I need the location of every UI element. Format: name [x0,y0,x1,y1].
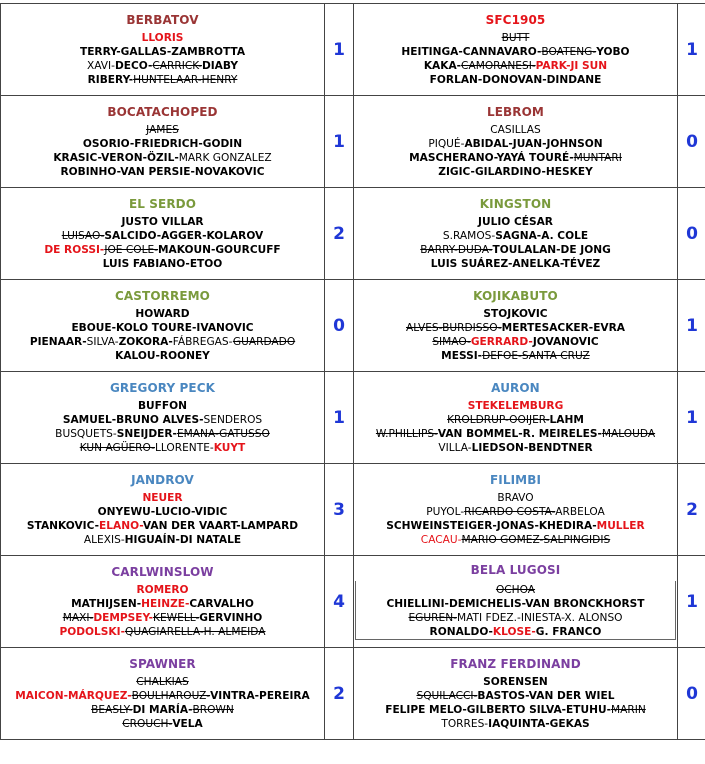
fixture-row [1,372,705,464]
player-name: SENDEROS [203,413,263,426]
player-name: BRAVO [497,491,534,504]
lineup-line [1,73,324,87]
player-name: SILVA- [86,335,119,348]
team-name: BERBATOV [126,12,199,27]
left-score: 0 [325,280,354,372]
player-name: TERRY-GALLAS-ZAMBROTTA [79,45,246,58]
player-name: VELA [172,717,203,730]
right-team-cell [354,556,678,648]
lineup-line [356,583,675,597]
player-name: MAXI- [62,611,94,624]
player-name: CHALKIAS [136,675,189,688]
left-score: 3 [325,464,354,556]
player-name: BUFFON [137,399,188,412]
player-name: GERRARD- [470,335,533,348]
right-team-cell [354,188,678,280]
player-name: CROUCH- [122,717,173,730]
player-name: MUNTARI [573,151,622,164]
lineup-line [354,413,677,427]
player-name: JULIO CÉSAR [478,215,553,228]
player-name: SNEIJDER- [116,427,177,440]
fixture-row [1,4,705,96]
fixture-row [1,280,705,372]
player-name: MAKOUN-GOURCUFF [158,243,281,256]
player-name: EBOUE-KOLO TOURE-IVANOVIC [71,321,254,334]
team-name: GREGORY PECK [109,380,216,395]
lineup-line [354,335,677,349]
lineup-line [1,717,324,731]
left-team-cell [1,464,325,556]
lineup-line [354,717,677,731]
player-name: ONYEWU-LUCIO-VIDIC [97,505,228,518]
lineup-line [354,491,677,505]
lineup-line [1,505,324,519]
player-name: PIQUÉ- [428,137,465,150]
player-name: DE ROSSI- [44,243,105,256]
right-score: 2 [678,464,705,556]
lineup-line [354,257,677,271]
player-name: DECO- [114,59,153,72]
fixture-row [1,96,705,188]
fixture-row [1,648,705,740]
lineup-line [354,307,677,321]
player-name: W.PHILLIPS- [375,427,438,440]
player-name: BASTOS-VAN DER WIEL [477,689,615,702]
lineup-line [354,321,677,335]
player-name: HEITINGA-CANNAVARO- [401,45,542,58]
player-name: ELANO- [99,519,143,532]
player-name: STOJKOVIC [483,307,548,320]
lineup-line [1,597,324,611]
player-name: PARK-JI SUN [535,59,608,72]
lineup-line [354,675,677,689]
player-name: JAMES [146,123,179,136]
lineup-line [1,689,324,703]
player-name: RONALDO- [429,626,493,638]
lineup-line [354,151,677,165]
player-name: DEMPSEY- [93,611,154,624]
left-score: 2 [325,648,354,740]
fixture-row [1,188,705,280]
player-name: ALEXIS- [83,533,125,546]
player-name: PIENAAR- [29,335,87,348]
player-name: VINTRA-PEREIRA [210,689,310,702]
right-score: 1 [678,280,705,372]
player-name: ALVES-BURDISSO- [406,321,502,334]
player-name: JUSTO VILLAR [121,215,204,228]
player-name: TORRES- [441,717,489,730]
left-score: 4 [325,556,354,648]
player-name: SALCIDO-AGGER-KOLAROV [104,229,264,242]
right-score: 1 [678,556,705,648]
lineup-line [1,675,324,689]
lineup-line [1,229,324,243]
right-team-cell [354,280,678,372]
player-name: RIBERY- [87,73,134,86]
lineup-line [354,123,677,137]
player-name: GUARDADO [232,335,296,348]
player-name: KALOU-ROONEY [115,349,210,362]
player-name: ZOKORA- [118,335,173,348]
lineup-line [1,307,324,321]
lineup-line [1,31,324,45]
player-name: NEUER [142,491,183,504]
team-name: SFC1905 [485,12,546,27]
lineup-line [1,123,324,137]
lineup-line [1,625,324,639]
lineup-line [354,533,677,547]
player-name: HEINZE- [141,597,190,610]
lineup-line [1,349,324,363]
player-name: ZIGIC-GILARDINO-HESKEY [438,165,593,178]
player-name: SQUILACCI- [416,689,478,702]
lineup-line [1,703,324,717]
player-name: LUISAO- [61,229,105,242]
player-name: QUAGIARELLA-H. ALMEIDA [124,625,266,638]
lineup-line [354,441,677,455]
player-name: MARIO GOMEZ-SALPINGIDIS [461,533,611,546]
team-name: KINGSTON [479,196,552,211]
lineup-line [1,533,324,547]
left-team-cell [1,96,325,188]
player-name: CHIELLINI-DEMICHELIS-VAN BRONCKHORST [386,598,645,610]
player-name: VAN DER VAART-LAMPARD [142,519,299,532]
team-name: SPAWNER [129,656,196,671]
player-name: BARRY-DUDA- [420,243,493,256]
player-name: BOATENG- [541,45,597,58]
player-name: ABIDAL-JUAN-JOHNSON [464,137,603,150]
player-name: KAKA- [423,59,462,72]
player-name: IAQUINTA-GEKAS [488,717,590,730]
player-name: BUTT [501,31,530,44]
left-team-cell [1,372,325,464]
player-name: BOULHAROUZ- [131,689,211,702]
lineup-line [354,427,677,441]
player-name: ARBELOA [555,505,605,518]
lineup-line [354,59,677,73]
player-name: JOE COLE- [104,243,159,256]
player-name: KROLDRUP-OOIJER- [447,413,550,426]
lineup-line [354,45,677,59]
player-name: HUNTELAAR-HENRY [133,73,238,86]
lineup-box [355,581,676,640]
right-score: 0 [678,648,705,740]
lineup-line [356,597,675,611]
lineup-line [1,413,324,427]
player-name: BUSQUETS- [55,427,117,440]
player-name: STANKOVIC- [26,519,100,532]
player-name: PODOLSKI- [59,625,125,638]
left-team-cell [1,4,325,96]
player-name: FÁBREGAS- [172,335,233,348]
right-score: 0 [678,188,705,280]
lineup-line [1,399,324,413]
lineup-line [354,243,677,257]
team-name: BOCATACHOPED [107,104,218,119]
right-team-cell [354,4,678,96]
player-name: HIGUAÍN-DI NATALE [124,533,242,546]
lineup-line [1,427,324,441]
right-team-cell [354,96,678,188]
player-name: G. FRANCO [535,626,602,638]
player-name: SCHWEINSTEIGER-JONAS-KHEDIRA- [386,519,597,532]
lineup-line [356,625,675,639]
lineup-line [1,243,324,257]
lineup-line [1,335,324,349]
team-name: AURON [491,380,540,395]
fixtures-grid [0,3,705,740]
team-name: FILIMBI [489,472,542,487]
player-name: FELIPE MELO-GILBERTO SILVA-ETUHU- [385,703,611,716]
lineup-line [354,31,677,45]
player-name: ROBINHO-VAN PERSIE-NOVAKOVIC [60,165,265,178]
player-name: LLORENTE- [154,441,214,454]
team-name: KOJIKABUTO [473,288,558,303]
fixture-row [1,556,705,648]
left-score: 1 [325,372,354,464]
player-name: CAMORANESI- [461,59,536,72]
lineup-line [1,45,324,59]
lineup-line [1,611,324,625]
lineup-line [1,491,324,505]
lineup-line [1,519,324,533]
player-name: EMANA-GATUSSO [176,427,270,440]
player-name: RICARDO COSTA- [464,505,556,518]
left-score: 1 [325,96,354,188]
player-name: SAMUEL-BRUNO ALVES- [62,413,204,426]
left-team-cell [1,556,325,648]
left-team-cell [1,280,325,372]
lineup-line [354,703,677,717]
player-name: EGUREN- [408,612,457,624]
player-name: CASILLAS [490,123,541,136]
lineup-line [1,59,324,73]
lineup-line [1,441,324,455]
lineup-line [354,229,677,243]
player-name: LUIS SUÁREZ-ANELKA-TÉVEZ [430,257,601,270]
player-name: MERTESACKER-EVRA [501,321,625,334]
lineup-line [354,73,677,87]
player-name: CARVALHO [189,597,254,610]
player-name: LAHM [549,413,584,426]
lineup-line [354,137,677,151]
player-name: KEWELL- [153,611,200,624]
player-name: KRASIC-VERON-ÖZIL- [53,151,179,164]
player-name: FORLAN-DONOVAN-DINDANE [429,73,602,86]
right-team-cell [354,372,678,464]
lineup-line [1,257,324,271]
fixture-row [1,464,705,556]
player-name: MESSI- [441,349,483,362]
lineup-line [354,215,677,229]
lineup-line [1,583,324,597]
player-name: KUN AGÜERO- [79,441,155,454]
lineup-line [1,137,324,151]
right-score: 0 [678,96,705,188]
lineup-line [354,349,677,363]
fixtures-grid-body [1,4,705,740]
player-name: SORENSEN [483,675,548,688]
player-name: LIEDSON-BENDTNER [471,441,593,454]
player-name: SIMAO- [432,335,471,348]
team-name: CASTORREMO [115,288,210,303]
lineup-line [354,165,677,179]
player-name: VAN BOMMEL-R. MEIRELES- [437,427,602,440]
team-name: FRANZ FERDINAND [450,656,581,671]
player-name: CARRICK- [152,59,202,72]
left-team-cell [1,188,325,280]
player-name: OCHOA [495,584,536,596]
right-team-cell [354,464,678,556]
team-name: EL SERDO [128,196,197,211]
right-team-cell [354,648,678,740]
player-name: VILLA- [438,441,472,454]
player-name: HOWARD [135,307,190,320]
left-score: 1 [325,4,354,96]
player-name: MASCHERANO-YAYÁ TOURÉ- [409,151,574,164]
lineup-line [1,321,324,335]
player-name: MARK GONZALEZ [178,151,272,164]
player-name: BEASLY- [91,703,133,716]
player-name: YOBO [596,45,630,58]
player-name: OSORIO-FRIEDRICH-GODIN [82,137,243,150]
left-score: 2 [325,188,354,280]
player-name: DIABY [201,59,239,72]
player-name: SAGNA-A. COLE [495,229,589,242]
player-name: ROMERO [136,583,189,596]
player-name: MATHIJSEN- [71,597,142,610]
player-name: DEFOE-SANTA CRUZ [482,349,590,362]
lineup-line [1,215,324,229]
team-name: LEBROM [487,104,544,119]
player-name: LUIS FABIANO-ETOO [102,257,223,270]
player-name: GERVINHO [199,611,263,624]
player-name: MULLER [596,519,645,532]
player-name: MARIN [610,703,646,716]
lineup-line [354,505,677,519]
right-score: 1 [678,4,705,96]
player-name: MATI FDEZ.-INIESTA-X. ALONSO [456,612,623,624]
team-name: JANDROV [131,472,194,487]
player-name: KLOSE- [492,626,536,638]
player-name: PUYOL- [426,505,465,518]
lineup-line [356,611,675,625]
right-score: 1 [678,372,705,464]
left-team-cell [1,648,325,740]
player-name: JOVANOVIC [532,335,599,348]
lineup-line [354,689,677,703]
player-name: LLORIS [141,31,184,44]
player-name: KUYT [213,441,246,454]
player-name: TOULALAN-DE JONG [492,243,611,256]
player-name: CACAU- [420,533,462,546]
player-name: S.RAMOS- [442,229,496,242]
player-name: BROWN [192,703,234,716]
team-name: BELA LUGOSI [470,563,561,577]
lineup-line [354,399,677,413]
player-name: XAVI- [86,59,115,72]
team-name: CARLWINSLOW [111,564,214,579]
lineup-line [354,519,677,533]
player-name: DI MARÍA- [132,703,193,716]
player-name: MALOUDA [601,427,656,440]
player-name: MAICON-MÁRQUEZ- [15,689,132,702]
lineup-line [1,151,324,165]
player-name: STEKELEMBURG [467,399,564,412]
lineup-line [1,165,324,179]
